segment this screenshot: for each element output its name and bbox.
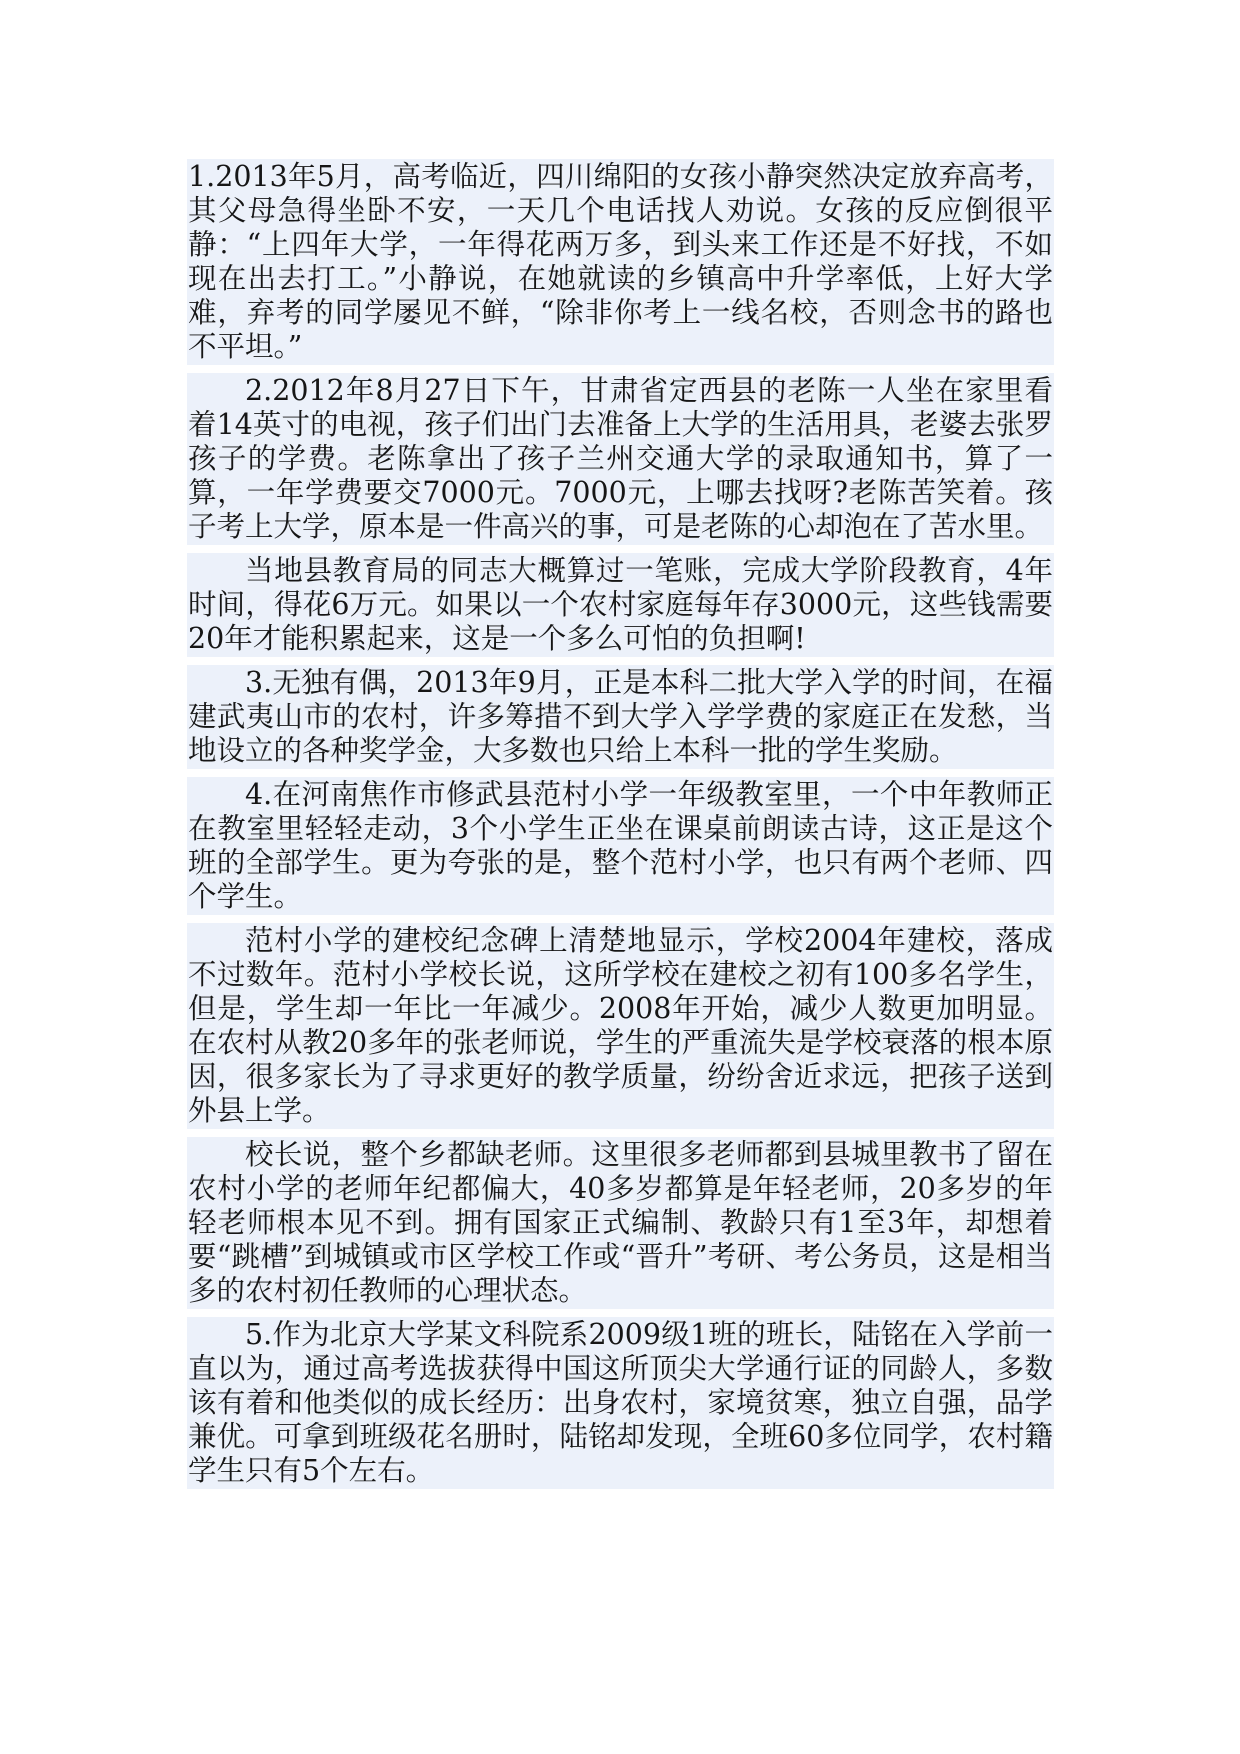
paragraph-8: 5.作为北京大学某文科院系2009级1班的班长，陆铭在入学前一直以为，通过高考选拔获得中国这所顶尖大学通行证的同龄人，多数该有着和他类似的成长经历：出身农村，家境贫寒，独立自强，品学兼优。可拿到班级花名册时，陆铭却发现，全班60多位同学，农村籍学生只有5个左右。 [188, 1318, 1053, 1487]
paragraph-6: 范村小学的建校纪念碑上清楚地显示，学校2004年建校，落成不过数年。范村小学校长说，这所学校在建校之初有100多名学生，但是，学生却一年比一年减少。2008年开始，减少人数更加明显。在农村从教20多年的张老师说，学生的严重流失是学校衰落的根本原因，很多家长为了寻求更好的教学质量，纷纷舍近求远，把孩子送到外县上学。 [188, 924, 1053, 1127]
paragraph-1: 1.2013年5月，高考临近，四川绵阳的女孩小静突然决定放弃高考，其父母急得坐卧不安，一天几个电话找人劝说。女孩的反应倒很平静：“上四年大学，一年得花两万多，到头来工作还是不好找，不如现在出去打工。”小静说，在她就读的乡镇高中升学率低，上好大学难，弃考的同学屡见不鲜，“除非你考上一线名校，否则念书的路也不平坦。” [188, 160, 1053, 363]
document-body [188, 160, 1053, 1498]
paragraph-4: 3.无独有偶，2013年9月，正是本科二批大学入学的时间，在福建武夷山市的农村，许多筹措不到大学入学学费的家庭正在发愁，当地设立的各种奖学金，大多数也只给上本科一批的学生奖励。 [188, 666, 1053, 767]
paragraph-2: 2.2012年8月27日下午，甘肃省定西县的老陈一人坐在家里看着14英寸的电视，孩子们出门去准备上大学的生活用具，老婆去张罗孩子的学费。老陈拿出了孩子兰州交通大学的录取通知书，算了一算，一年学费要交7000元。7000元，上哪去找呀?老陈苦笑着。孩子考上大学，原本是一件高兴的事，可是老陈的心却泡在了苦水里。 [188, 374, 1053, 543]
paragraph-7: 校长说，整个乡都缺老师。这里很多老师都到县城里教书了留在农村小学的老师年纪都偏大，40多岁都算是年轻老师，20多岁的年轻老师根本见不到。拥有国家正式编制、教龄只有1至3年，却想着要“跳槽”到城镇或市区学校工作或“晋升”考研、考公务员，这是相当多的农村初任教师的心理状态。 [188, 1138, 1053, 1307]
paragraph-3: 当地县教育局的同志大概算过一笔账，完成大学阶段教育，4年时间，得花6万元。如果以一个农村家庭每年存3000元，这些钱需要20年才能积累起来，这是一个多么可怕的负担啊! [188, 554, 1053, 655]
paragraph-5: 4.在河南焦作市修武县范村小学一年级教室里，一个中年教师正在教室里轻轻走动，3个小学生正坐在课桌前朗读古诗，这正是这个班的全部学生。更为夸张的是，整个范村小学，也只有两个老师、四个学生。 [188, 778, 1053, 913]
